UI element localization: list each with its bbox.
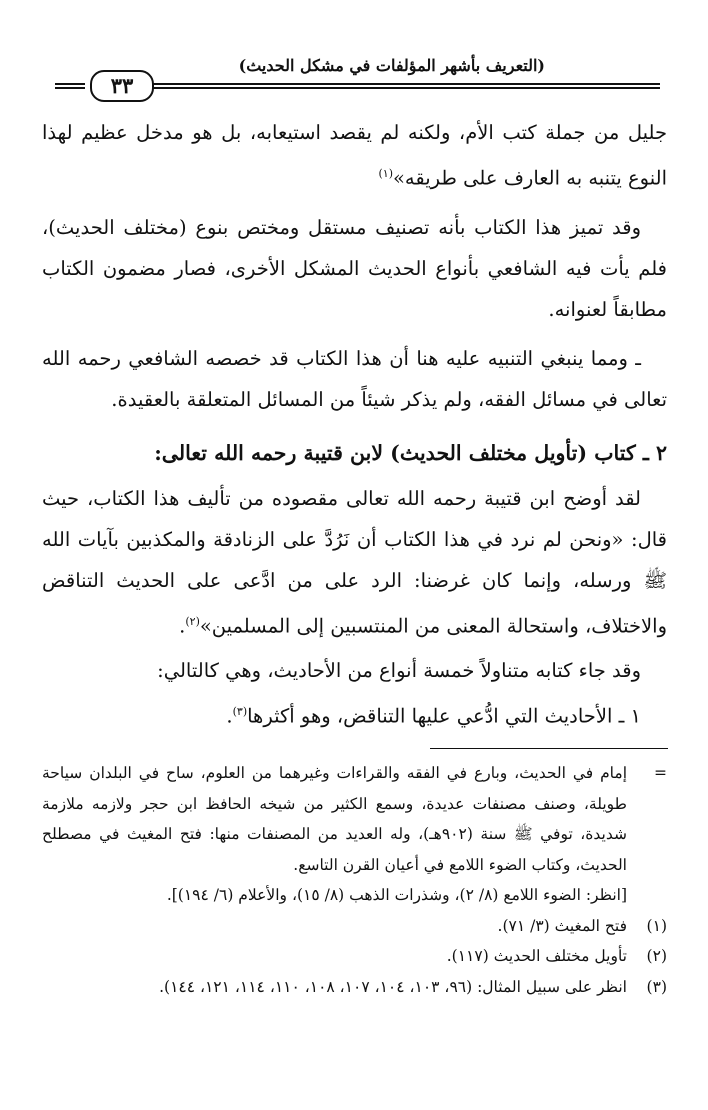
continuation-text: إمام في الحديث، وبارع في الفقه والقراءات وغيرهما من العلوم، ساح في البلدان سياحة طويلة، وصنف مصنفات عديدة، وسمع الكثير من شيخه الحافظ ابن حجر ولازمه ملازمة شديدة، توفي ﷺ سنة (٩٠٢هـ)، وله العديد من المصنفات منها: فتح المغيث في مصطلح الحديث، وكتاب الضوء اللامع في أعيان القرن التاسع. — [42, 764, 627, 874]
footnote-ref-1: (١) — [378, 167, 393, 180]
running-title: (التعريف بأشهر المؤلفات في مشكل الحديث) — [238, 56, 545, 75]
paragraph-4-text: لقد أوضح ابن قتيبة رحمه الله تعالى مقصوده من تأليف هذا الكتاب، حيث قال: «ونحن لم نرد في هذا الكتاب أن نَرُدَّ على الزنادقة والمكذبين بآيات الله ﷺ ورسله، وإنما كان غرضنا: الرد على من ادَّعى على الحديث التناقض والاختلاف، واستحالة المعنى من المنتسبين إلى المسلمين» — [42, 486, 667, 637]
header-rule — [153, 83, 660, 85]
footnote-item — [42, 911, 667, 942]
footnote-continuation — [42, 758, 667, 880]
footnote-text: تأويل مختلف الحديث (١١٧). — [446, 947, 627, 965]
paragraph-4-end: . — [179, 614, 186, 637]
paragraph-2: وقد تميز هذا الكتاب بأنه تصنيف مستقل ومختص بنوع (مختلف الحديث)، فلم يأت فيه الشافعي بأنواع الحديث المشكل الأخرى، فصار مضمون الكتاب مطابقاً لعنوانه. — [42, 215, 667, 321]
section-heading: ٢ ـ كتاب (تأويل مختلف الحديث) لابن قتيبة رحمه الله تعالى: — [154, 440, 667, 465]
footnote-number: (٢) — [646, 947, 667, 965]
paragraph-3: ـ ومما ينبغي التنبيه عليه هنا أن هذا الكتاب قد خصصه الشافعي رحمه الله تعالى في مسائل الفقه، ولم يذكر شيئاً من المسائل المتعلقة بالعقيدة. — [42, 346, 667, 411]
footnote-reference — [42, 880, 667, 911]
paragraph-6-text: ١ ـ الأحاديث التي ادُّعي عليها التناقض، وهو أكثرها — [247, 704, 641, 728]
footnote-number: (٣) — [646, 977, 667, 996]
footnote-ref-3: (٣) — [232, 705, 248, 718]
paragraph-6 — [42, 691, 667, 737]
paragraph-1-text: جليل من جملة كتب الأم، ولكنه لم يقصد استيعابه، بل هو مدخل عظيم لهذا النوع يتنبه به العارف على طريقه» — [42, 121, 667, 190]
reference-text: [انظر: الضوء اللامع (٨/ ٢)، وشذرات الذهب (٨/ ١٥)، والأعلام (٦/ ١٩٤)]. — [166, 886, 627, 904]
footnote-text: انظر على سبيل المثال: (٩٦، ١٠٣، ١٠٤، ١٠٧، ١٠٨، ١١٠، ١١٤، ١٢١، ١٤٤). — [159, 977, 627, 996]
footnote-number: (١) — [646, 916, 667, 935]
paragraph-4 — [42, 478, 667, 647]
footnote-spacer — [627, 880, 667, 911]
header-rule — [153, 87, 660, 89]
footnotes — [42, 758, 667, 1002]
footnote-ref-2: (٢) — [185, 614, 200, 628]
continuation-marker: = — [654, 764, 667, 782]
footnote-separator — [430, 748, 668, 749]
footnote-item — [42, 972, 667, 1003]
paragraph-5: وقد جاء كتابه متناولاً خمسة أنواع من الأحاديث، وهي كالتالي: — [157, 659, 641, 682]
main-text — [42, 112, 667, 737]
page-header — [55, 48, 660, 98]
footnote-text: فتح المغيث (٣/ ٧١). — [497, 916, 627, 935]
header-dash — [55, 83, 85, 85]
paragraph-1 — [42, 112, 667, 199]
paragraph-6-end: . — [226, 704, 233, 728]
footnote-item — [42, 941, 667, 972]
header-dash — [55, 87, 85, 89]
page-number: ٣٣ — [90, 70, 154, 102]
